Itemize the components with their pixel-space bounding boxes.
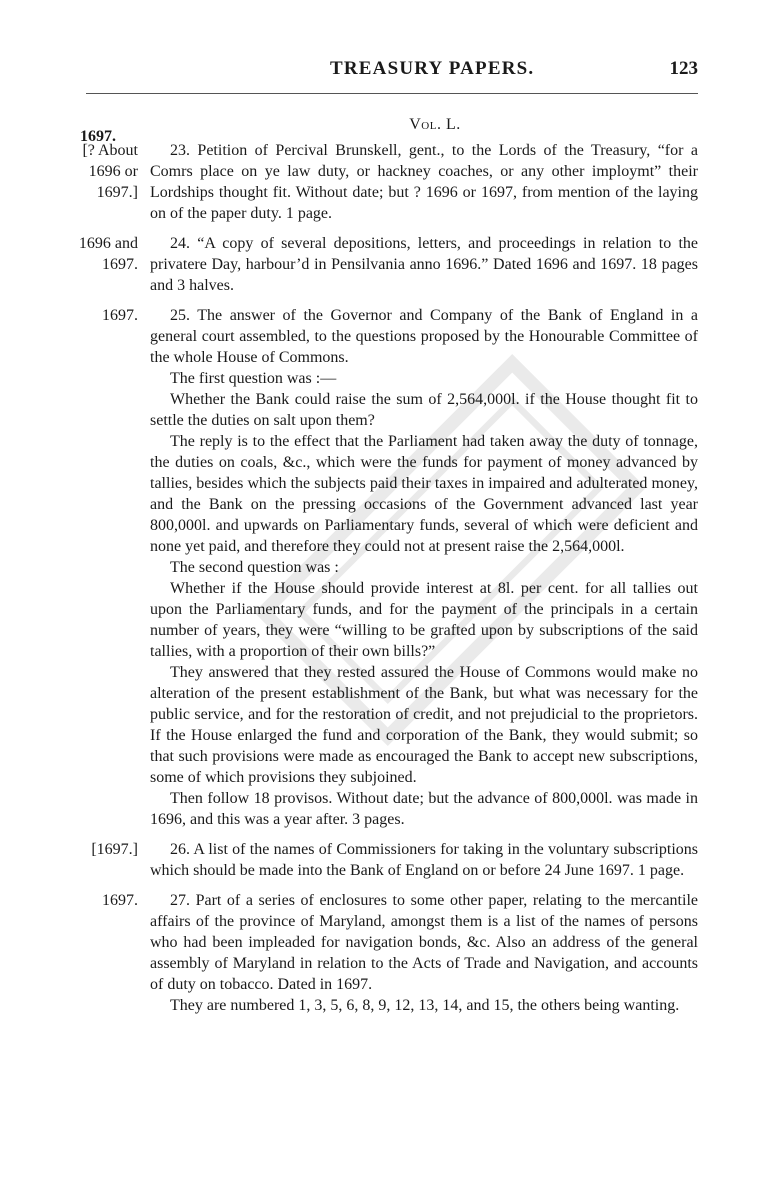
running-header [0,58,770,86]
margin-line: 1697. [102,256,138,273]
entry-26 [78,839,698,881]
paragraph: The second question was : [170,559,339,576]
top-year: 1697. [80,128,116,145]
paragraph: They answered that they rested assured the House of Commons would make no alteration of the present establishment of the Bank, but what was necessary for the public service, and for the restoration of credit, and not prejudicial to the proprietors. If the House enlarged the fund and corporation of the Bank, they would submit; so that such provisions were made as encouraged the Bank to accept new subscriptions, some of which provisions they subjoined. [150,664,698,786]
entry-25 [78,305,698,830]
paragraph: 26. A list of the names of Commissioners for taking in the voluntary subscriptions which should be made into the Bank of England on or before 24 June 1697. 1 page. [150,841,698,879]
entry-text [150,890,698,1016]
entry-date-margin [78,140,150,224]
document-body [78,140,698,1025]
paragraph: The first question was :— [170,370,337,387]
entry-text [150,305,698,830]
header-rule [86,93,698,94]
paragraph: Whether if the House should provide interest at 8l. per cent. for all tallies out upon the Parliamentary funds, and for the payment of the principals in a certain number of years, they were “willing to be grafted upon by subscriptions of the said tallies, with a proportion of their own bills?” [150,580,698,660]
paragraph: 23. Petition of Percival Brunskell, gent., to the Lords of the Treasury, “for a Comrs place on ye law duty, or hackney coaches, or any other imploymt” their Lordships thought fit. Without date; but ? 1696 or 1697, from mention of the laying on of the paper duty. 1 page. [150,142,698,222]
entry-date-margin: 1697. [102,892,138,909]
entry-text [150,839,698,881]
running-title: TREASURY PAPERS. [330,58,535,79]
paragraph: Whether the Bank could raise the sum of 2,564,000l. if the House thought fit to settle the duties on salt upon them? [150,391,698,429]
paragraph: They are numbered 1, 3, 5, 6, 8, 9, 12, 13, 14, and 15, the others being wanting. [170,997,680,1014]
entry-text [150,140,698,224]
paragraph: 25. The answer of the Governor and Company of the Bank of England in a general court assembled, to the questions proposed by the Honourable Committee of the whole House of Commons. [150,307,698,366]
volume-heading: Vol. L. [409,116,461,133]
margin-line: [? About [82,142,138,159]
paragraph: Then follow 18 provisos. Without date; but the advance of 800,000l. was made in 1696, and this was a year after. 3 pages. [150,790,698,828]
paragraph: The reply is to the effect that the Parliament had taken away the duty of tonnage, the duties on coals, &c., which were the funds for payment of money advanced by tallies, besides which the subjects paid their taxes in impaired and adulterated money, and the Bank on the pressing occasions of the Government advanced last year 800,000l. and upwards on Parliamentary funds, several of which were deficient and none yet paid, and therefore they could not at present raise the 2,564,000l. [150,433,698,555]
entry-24 [78,233,698,296]
page-number: 123 [669,58,698,79]
paragraph: 24. “A copy of several depositions, letters, and proceedings in relation to the privatere Day, harbour’d in Pensilvania anno 1696.” Dated 1696 and 1697. 18 pages and 3 halves. [150,235,698,294]
margin-line: 1697.] [96,184,138,201]
entry-date-margin: 1697. [102,307,138,324]
entry-date-margin: [1697.] [91,841,138,858]
entry-27 [78,890,698,1016]
paragraph: 27. Part of a series of enclosures to some other paper, relating to the mercantile affairs of the province of Maryland, amongst them is a list of the names of persons who had been impleaded for navigation bonds, &c. Also an address of the general assembly of Maryland in relation to the Acts of Trade and Navigation, and accounts of duty on tobacco. Dated in 1697. [150,892,698,993]
entry-date-margin [78,233,150,296]
entry-text [150,233,698,296]
margin-line: 1696 or [88,163,138,180]
margin-line: 1696 and [78,235,138,252]
entry-23 [78,140,698,224]
